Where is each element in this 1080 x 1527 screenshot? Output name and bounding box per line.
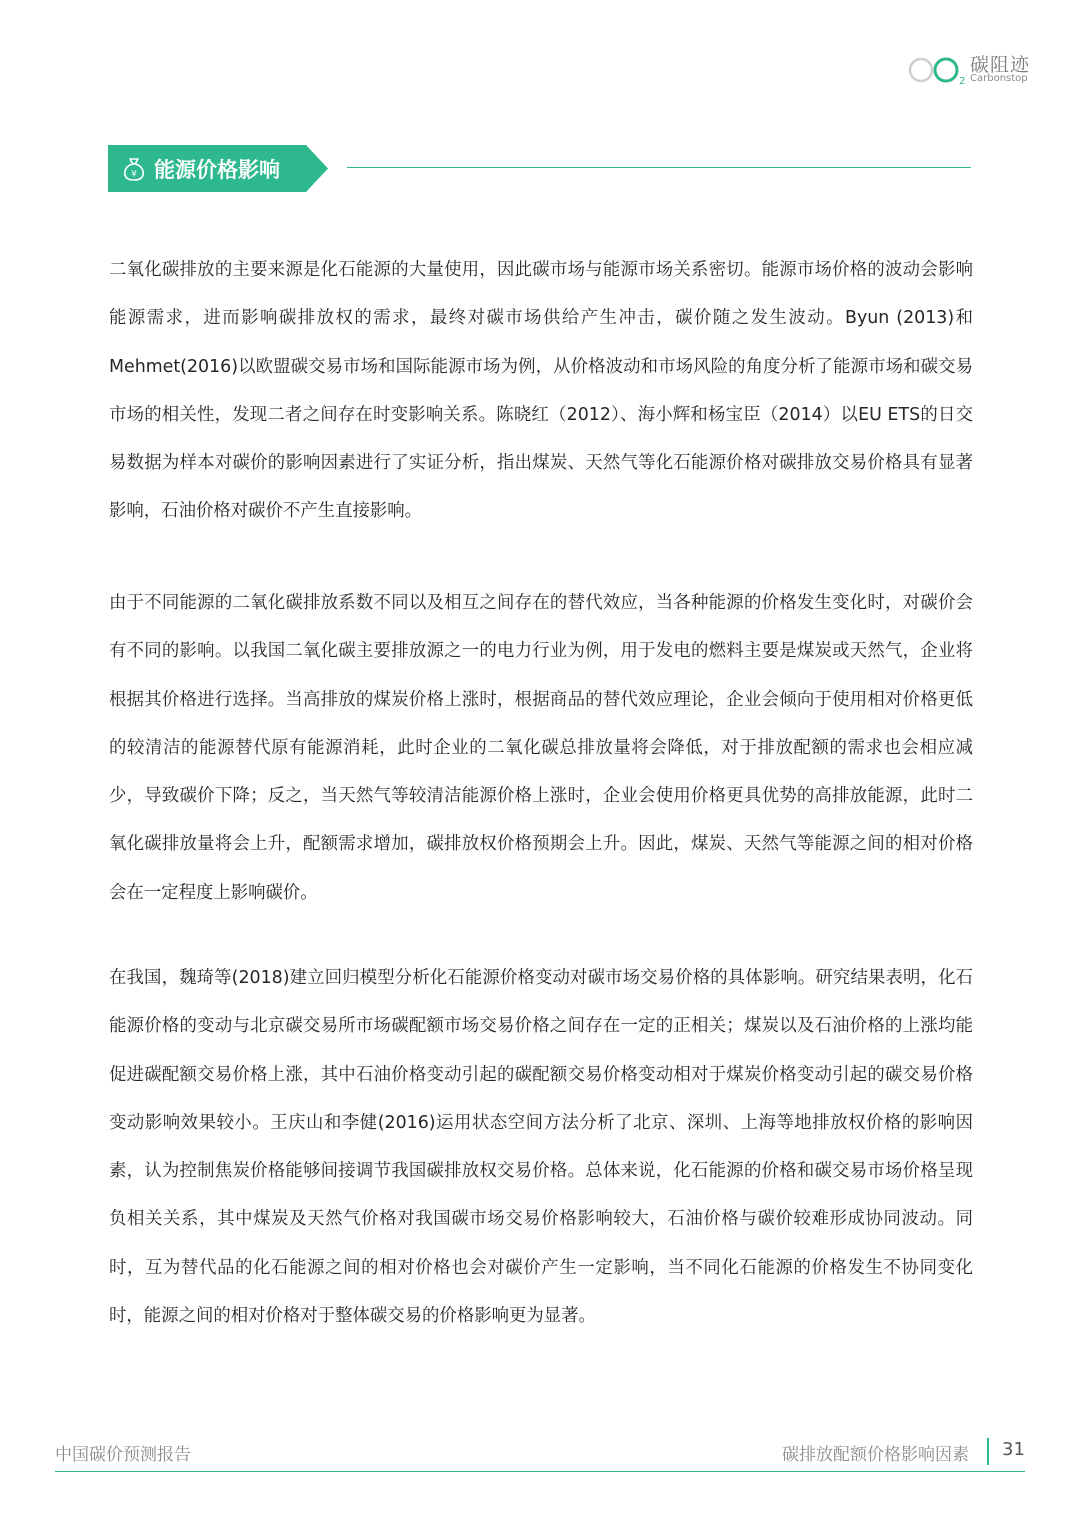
- section-title-banner: [108, 145, 328, 192]
- brand-logo: [908, 48, 1033, 88]
- currency-glyph: ¥: [131, 169, 137, 180]
- money-bag-icon: [122, 156, 146, 182]
- footer-divider: [987, 1438, 989, 1465]
- co2-logo-icon: [908, 48, 970, 88]
- section-title-rule: [347, 167, 971, 168]
- footer-report-title: 中国碳价预测报告: [55, 1445, 191, 1465]
- brand-name: 碳阻迹: [970, 54, 1031, 76]
- body-paragraph-1: 二氧化碳排放的主要来源是化石能源的大量使用，因此碳市场与能源市场关系密切。能源市场价格的波动会影响能源需求，进而影响碳排放权的需求，最终对碳市场供给产生冲击，碳价随之发生波动。Byun (2013)和Mehmet(2016)以欧盟碳交易市场和国际能源市场为例，从价格波动和市场风险的角度分析了能源市场和碳交易市场的相关性，发现二者之间存在时变影响关系。陈晓红（2012）、海小辉和杨宝臣（2014）以EU ETS的日交易数据为样本对碳价的影响因素进行了实证分析，指出煤炭、天然气等化石能源价格对碳排放交易价格具有显著影响，石油价格对碳价不产生直接影响。: [109, 260, 973, 522]
- logo-subscript: 2: [959, 76, 966, 87]
- brand-english-name: Carbonstop: [970, 73, 1028, 84]
- section-title: 能源价格影响: [154, 158, 280, 182]
- body-paragraph-3: 在我国，魏琦等(2018)建立回归模型分析化石能源价格变动对碳市场交易价格的具体影响。研究结果表明，化石能源价格的变动与北京碳交易所市场碳配额市场交易价格之间存在一定的正相关；煤炭以及石油价格的上涨均能促进碳配额交易价格上涨，其中石油价格变动引起的碳配额交易价格变动相对于煤炭价格变动引起的碳交易价格变动影响效果较小。王庆山和李健(2016)运用状态空间方法分析了北京、深圳、上海等地排放权价格的影响因素，认为控制焦炭价格能够间接调节我国碳排放权交易价格。总体来说，化石能源的价格和碳交易市场价格呈现负相关关系，其中煤炭及天然气价格对我国碳市场交易价格影响较大，石油价格与碳价较难形成协同波动。同时，互为替代品的化石能源之间的相对价格也会对碳价产生一定影响，当不同化石能源的价格发生不协同变化时，能源之间的相对价格对于整体碳交易的价格影响更为显著。: [109, 968, 973, 1327]
- page-number: 31: [1002, 1439, 1025, 1460]
- footer-chapter-title: 碳排放配额价格影响因素: [782, 1445, 969, 1465]
- footer-rule: [55, 1471, 1025, 1472]
- body-paragraph-2: 由于不同能源的二氧化碳排放系数不同以及相互之间存在的替代效应，当各种能源的价格发生变化时，对碳价会有不同的影响。以我国二氧化碳主要排放源之一的电力行业为例，用于发电的燃料主要是煤炭或天然气，企业将根据其价格进行选择。当高排放的煤炭价格上涨时，根据商品的替代效应理论，企业会倾向于使用相对价格更低的较清洁的能源替代原有能源消耗，此时企业的二氧化碳总排放量将会降低，对于排放配额的需求也会相应减少，导致碳价下降；反之，当天然气等较清洁能源价格上涨时，企业会使用价格更具优势的高排放能源，此时二氧化碳排放量将会上升，配额需求增加，碳排放权价格预期会上升。因此，煤炭、天然气等能源之间的相对价格会在一定程度上影响碳价。: [109, 593, 973, 903]
